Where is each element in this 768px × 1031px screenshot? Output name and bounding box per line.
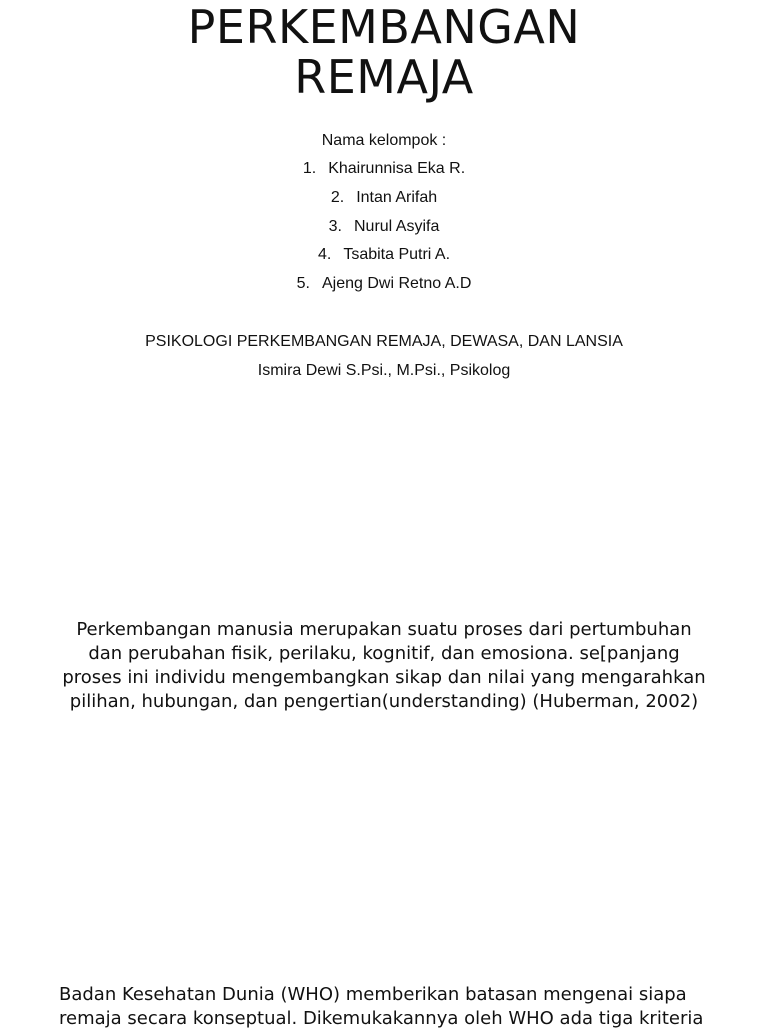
member-list <box>0 155 768 299</box>
paragraph-line: pilihan, hubungan, dan pengertian(understanding) (Huberman, 2002) <box>69 691 699 712</box>
group-members <box>0 127 768 299</box>
title-line: REMAJA <box>294 50 474 104</box>
paragraph-line: remaja secara konseptual. Dikemukakannya oleh WHO ada tiga kriteria <box>59 1008 704 1029</box>
list-item <box>0 155 768 184</box>
member-number: 1. <box>302 160 317 177</box>
member-number: 4. <box>317 246 332 264</box>
title-line: PERKEMBANGAN <box>187 0 581 54</box>
paragraph-line: Perkembangan manusia merupakan suatu proses dari pertumbuhan <box>76 619 692 640</box>
member-number: 5. <box>296 275 310 293</box>
slide-title <box>0 2 768 102</box>
member-name: Intan Arifah <box>356 188 438 206</box>
group-label: Nama kelompok : <box>321 132 447 149</box>
lecturer-name: Ismira Dewi S.Psi., M.Psi., Psikolog <box>257 361 511 379</box>
paragraph-line: proses ini individu mengembangkan sikap dan nilai yang mengarahkan <box>62 667 706 688</box>
member-name: Tsabita Putri A. <box>343 246 451 264</box>
definition-paragraph <box>0 618 768 714</box>
course-info <box>0 328 768 385</box>
member-number: 3. <box>328 217 342 235</box>
list-item <box>0 213 768 242</box>
member-name: Ajeng Dwi Retno A.D <box>321 275 472 293</box>
list-item <box>0 184 768 213</box>
member-name: Khairunnisa Eka R. <box>328 160 466 177</box>
member-name: Nurul Asyifa <box>353 217 440 235</box>
list-item <box>0 241 768 270</box>
course-name: PSIKOLOGI PERKEMBANGAN REMAJA, DEWASA, DAN LANSIA <box>145 333 623 350</box>
paragraph-line: Badan Kesehatan Dunia (WHO) memberikan batasan mengenai siapa <box>59 984 687 1005</box>
list-item <box>0 270 768 299</box>
member-number: 2. <box>330 188 345 206</box>
paragraph-line: dan perubahan fisik, perilaku, kognitif, dan emosiona. se[panjang <box>88 643 680 664</box>
